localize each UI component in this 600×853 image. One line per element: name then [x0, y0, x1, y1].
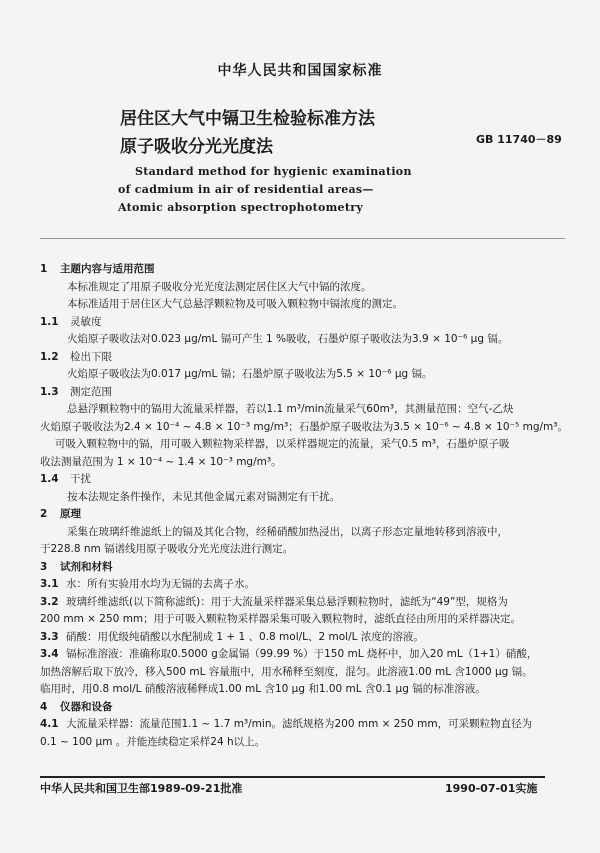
- paragraph-text: 火焰原子吸收法为0.017 μg/mL 镉；石墨炉原子吸收法为5.5 × 10⁻⁶ μg 镉。: [67, 368, 433, 380]
- section-heading: 主题内容与适用范围: [60, 263, 155, 275]
- body-line-p: [67, 332, 508, 346]
- body-line-h2i: [40, 647, 537, 661]
- paragraph-text: 总悬浮颗粒物中的镉用大流量采样器，若以1.1 m³/min流量采气60m³，其测量范围：空气-乙炔: [67, 403, 514, 415]
- section-heading: 原理: [60, 508, 81, 520]
- body-line-c: [40, 612, 521, 626]
- body-line-h2: [40, 385, 112, 399]
- section-number: 1.2: [40, 350, 59, 363]
- subsection-heading: 测定范围: [70, 385, 112, 398]
- paragraph-text: 0.1 ~ 100 μm 。并能连续稳定采样24 h以上。: [40, 735, 266, 748]
- body-line-h1: [40, 262, 155, 276]
- section-number: 4.1: [40, 718, 59, 730]
- body-line-h2: [40, 350, 112, 364]
- document-title-line2: 原子吸收分光光度法: [120, 137, 273, 157]
- section-number: 1.3: [40, 385, 59, 398]
- body-line-c: [40, 420, 568, 434]
- section-number: 3.3: [40, 630, 59, 643]
- body-line-c: [40, 542, 293, 556]
- section-heading: 试剂和材料: [60, 560, 113, 573]
- paragraph-text: 200 mm × 250 mm；用于可吸入颗粒物采样器采集可吸入颗粒物时，滤纸直径由所用的采样器决定。: [40, 613, 522, 625]
- body-line-p: [67, 402, 513, 416]
- body-line-h1: [40, 560, 113, 574]
- paragraph-text: 水：所有实验用水均为无镉的去离子水。: [66, 578, 255, 590]
- subsection-heading: 检出下限: [70, 350, 112, 363]
- body-line-h1: [40, 700, 113, 714]
- body-line-h2: [40, 315, 102, 329]
- paragraph-text: 本标准规定了用原子吸收分光光度法测定居住区大气中镉的浓度。: [67, 280, 372, 293]
- standard-type-heading: 中华人民共和国国家标准: [217, 63, 383, 79]
- body-line-c: [40, 455, 282, 469]
- paragraph-text: 可吸入颗粒物中的镉，用可吸入颗粒物采样器，以采样器规定的流量，采气0.5 m³，石墨炉原子吸: [55, 438, 510, 450]
- paragraph-text: 收法测量范围为 1 × 10⁻⁴ ~ 1.4 × 10⁻³ mg/m³。: [40, 455, 282, 468]
- section-number: 1.4: [40, 473, 59, 485]
- paragraph-text: 玻璃纤维滤纸(以下简称滤纸)：用于大流量采样器采集总悬浮颗粒物时，滤纸为“49”型，规格为: [66, 595, 508, 608]
- approval-date: 中华人民共和国卫生部1989-09-21批准: [40, 782, 243, 795]
- body-line-c: [40, 682, 486, 696]
- english-title-line3: Atomic absorption spectrophotometry: [118, 201, 364, 214]
- paragraph-text: 加热溶解后取下放冷，移入500 mL 容量瓶中，用水稀释至刻度，混匀。此溶液1.00 mL 含1000 μg 镉。: [40, 665, 533, 678]
- body-line-p2: [55, 437, 509, 451]
- section-heading: 仪器和设备: [60, 700, 113, 713]
- body-line-c: [40, 735, 265, 749]
- standard-code: GB 11740－89: [476, 133, 562, 146]
- paragraph-text: 临用时，用0.8 mol/L 硝酸溶液稀释成1.00 mL 含10 μg 和1.00 mL 含0.1 μg 镉的标准溶液。: [40, 683, 486, 695]
- paragraph-text: 大流量采样器：流量范围1.1 ~ 1.7 m³/min。滤纸规格为200 mm × 250 mm，可采颗粒物直径为: [66, 718, 533, 730]
- implementation-date: 1990-07-01实施: [445, 782, 538, 795]
- section-number: 4: [40, 700, 48, 713]
- paragraph-text: 镉标准溶液：准确称取0.5000 g金属镉（99.99 %）于150 mL 烧杯中，加入20 mL（1+1）硝酸，: [66, 648, 538, 660]
- section-number: 1: [40, 263, 48, 275]
- document-title-line1: 居住区大气中镉卫生检验标准方法: [120, 109, 375, 129]
- body-line-p: [67, 367, 433, 381]
- header-divider: [40, 238, 565, 239]
- body-line-h2i: [40, 630, 424, 644]
- english-title-line1: Standard method for hygienic examination: [135, 165, 412, 178]
- section-number: 3.1: [40, 578, 59, 590]
- body-line-c: [40, 665, 533, 679]
- section-number: 3.2: [40, 595, 59, 608]
- body-line-h2i: [40, 577, 255, 591]
- paragraph-text: 火焰原子吸收法为2.4 × 10⁻⁴ ~ 4.8 × 10⁻³ mg/m³；石墨炉原子吸收法为3.5 × 10⁻⁶ ~ 4.8 × 10⁻⁵ mg/m³。: [40, 420, 568, 433]
- paragraph-text: 火焰原子吸收法对0.023 μg/mL 镉可产生 1 %吸收，石墨炉原子吸收法为3.9 × 10⁻⁶ μg 镉。: [67, 333, 509, 345]
- paragraph-text: 按本法规定条件操作，未见其他金属元素对镉测定有干扰。: [67, 490, 340, 503]
- body-line-h1: [40, 507, 81, 521]
- body-line-p: [67, 525, 508, 539]
- paragraph-text: 采集在玻璃纤维滤纸上的镉及其化合物，经稀硝酸加热浸出，以离子形态定量地转移到溶液中，: [67, 525, 508, 538]
- section-number: 1.1: [40, 315, 59, 328]
- body-line-h2i: [40, 717, 532, 731]
- section-number: 3.4: [40, 648, 59, 660]
- body-line-h2: [40, 472, 91, 486]
- paragraph-text: 于228.8 nm 镉谱线用原子吸收分光光度法进行测定。: [40, 543, 294, 555]
- subsection-heading: 灵敏度: [70, 315, 102, 328]
- body-line-h2i: [40, 595, 508, 609]
- paragraph-text: 硝酸：用优级纯硝酸以水配制成 1 + 1 、0.8 mol/L、2 mol/L 浓度的溶液。: [66, 630, 424, 643]
- paragraph-text: 本标准适用于居住区大气总悬浮颗粒物及可吸入颗粒物中镉浓度的测定。: [67, 298, 403, 310]
- section-number: 2: [40, 508, 48, 520]
- section-number: 3: [40, 560, 48, 573]
- english-title-line2: of cadmium in air of residential areas—: [118, 183, 374, 196]
- footer-divider: [40, 776, 545, 778]
- subsection-heading: 干扰: [70, 473, 91, 485]
- body-line-p: [67, 490, 340, 504]
- body-line-p: [67, 280, 372, 294]
- body-line-p: [67, 297, 403, 311]
